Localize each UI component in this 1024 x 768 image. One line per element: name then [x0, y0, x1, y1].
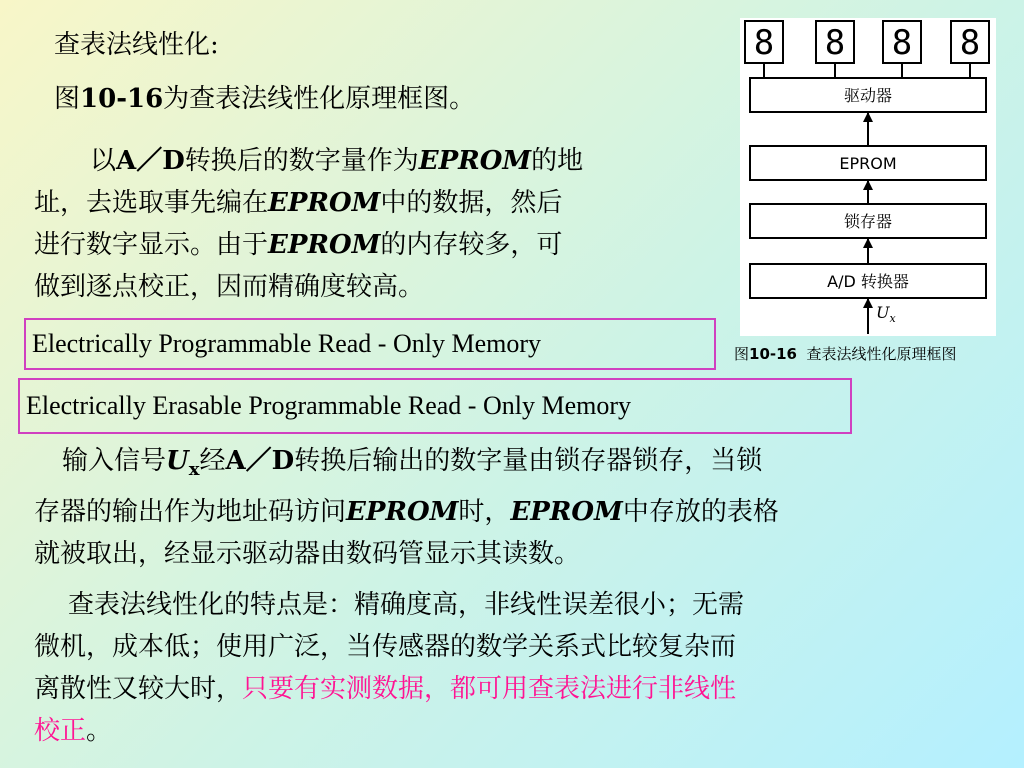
eeprom-definition-box: Electrically Erasable Programmable Read - Only Memory [18, 378, 852, 434]
input-arrow-head [863, 298, 873, 308]
paragraph-eprom-principle [34, 140, 714, 308]
para2-text: 中存放的表格 [622, 497, 779, 527]
para3-text: 。 [86, 716, 113, 746]
para2-eprom: EPROM [510, 497, 623, 527]
seven-segment-display [745, 21, 783, 63]
para1-line-1 [34, 140, 714, 182]
para1-eprom: EPROM [418, 146, 532, 176]
para3-line-4 [34, 710, 994, 752]
para1-text: 的内存较多，可 [380, 230, 563, 260]
arrow-head [863, 112, 873, 122]
block-diagram [740, 18, 996, 336]
para1-ad: A／D [116, 146, 185, 176]
para1-text: 以 [90, 146, 117, 176]
para3-highlight: 校正 [34, 716, 87, 746]
para3-line-1: 查表法线性化的特点是：精确度高，非线性误差很小；无需 [68, 590, 745, 620]
para2-text: 经 [199, 446, 226, 476]
display-digit: 8 [891, 23, 913, 63]
intro-text-2: 为查表法线性化原理框图。 [163, 84, 476, 114]
para2-ux-subscript: x [188, 459, 200, 480]
arrow-head [863, 238, 873, 248]
display-digit: 8 [959, 23, 981, 63]
latch-label: 锁存器 [843, 212, 893, 231]
para1-line-4: 做到逐点校正，因而精确度较高。 [34, 272, 425, 302]
para1-line-2 [34, 182, 714, 224]
figure-intro [54, 78, 475, 120]
para3-highlight: 只要有实测数据，都可用查表法进行非线性 [242, 674, 737, 704]
para1-eprom: EPROM [268, 188, 381, 218]
caption-prefix: 图 [734, 345, 750, 363]
eprom-definition-box: Electrically Programmable Read - Only Memory [24, 318, 716, 370]
para2-ad: A／D [225, 446, 295, 476]
para1-text: 中的数据，然后 [380, 188, 563, 218]
display-digit: 8 [824, 23, 846, 63]
display-connectors [764, 63, 970, 78]
intro-text-1: 图 [54, 84, 81, 114]
para1-text: 进行数字显示。由于 [34, 230, 269, 260]
caption-number: 10-16 [749, 345, 797, 363]
para1-text: 址，去选取事先编在 [34, 188, 269, 218]
intro-figure-number: 10-16 [80, 84, 164, 114]
input-signal-u: U [876, 303, 890, 322]
input-signal-label [876, 303, 896, 325]
para3-text: 离散性又较大时， [34, 674, 243, 704]
seven-segment-display [951, 21, 989, 63]
caption-text: 查表法线性化原理框图 [797, 345, 957, 363]
seven-segment-display [883, 21, 921, 63]
para2-line-2 [34, 491, 994, 533]
block-diagram-svg [740, 18, 996, 336]
para1-text: 的地 [531, 146, 584, 176]
arrow-head [863, 180, 873, 190]
slide-title: 查表法线性化: [54, 30, 219, 60]
para3-line-2: 微机，成本低；使用广泛，当传感器的数学关系式比较复杂而 [34, 632, 737, 662]
para2-text: 输入信号 [62, 446, 167, 476]
para2-ux: U [166, 446, 189, 476]
para2-eprom: EPROM [346, 497, 459, 527]
para1-eprom: EPROM [268, 230, 381, 260]
eprom-label: EPROM [839, 154, 897, 173]
para1-line-3 [34, 224, 714, 266]
input-signal-subscript: x [889, 312, 896, 325]
paragraph-signal-flow [34, 440, 994, 575]
para2-line-1 [34, 440, 994, 491]
ad-converter-label: A/D 转换器 [827, 272, 909, 291]
driver-label: 驱动器 [843, 86, 893, 105]
para3-line-3 [34, 668, 994, 710]
para1-text: 转换后的数字量作为 [184, 146, 419, 176]
figure-caption [734, 343, 957, 364]
display-digit: 8 [753, 23, 775, 63]
paragraph-features [34, 584, 994, 752]
para2-text: 转换后输出的数字量由锁存器锁存，当锁 [294, 446, 763, 476]
para2-line-3: 就被取出，经显示驱动器由数码管显示其读数。 [34, 539, 581, 569]
seven-segment-display [816, 21, 854, 63]
para2-text: 时， [458, 497, 511, 527]
para2-text: 存器的输出作为地址码访问 [34, 497, 347, 527]
